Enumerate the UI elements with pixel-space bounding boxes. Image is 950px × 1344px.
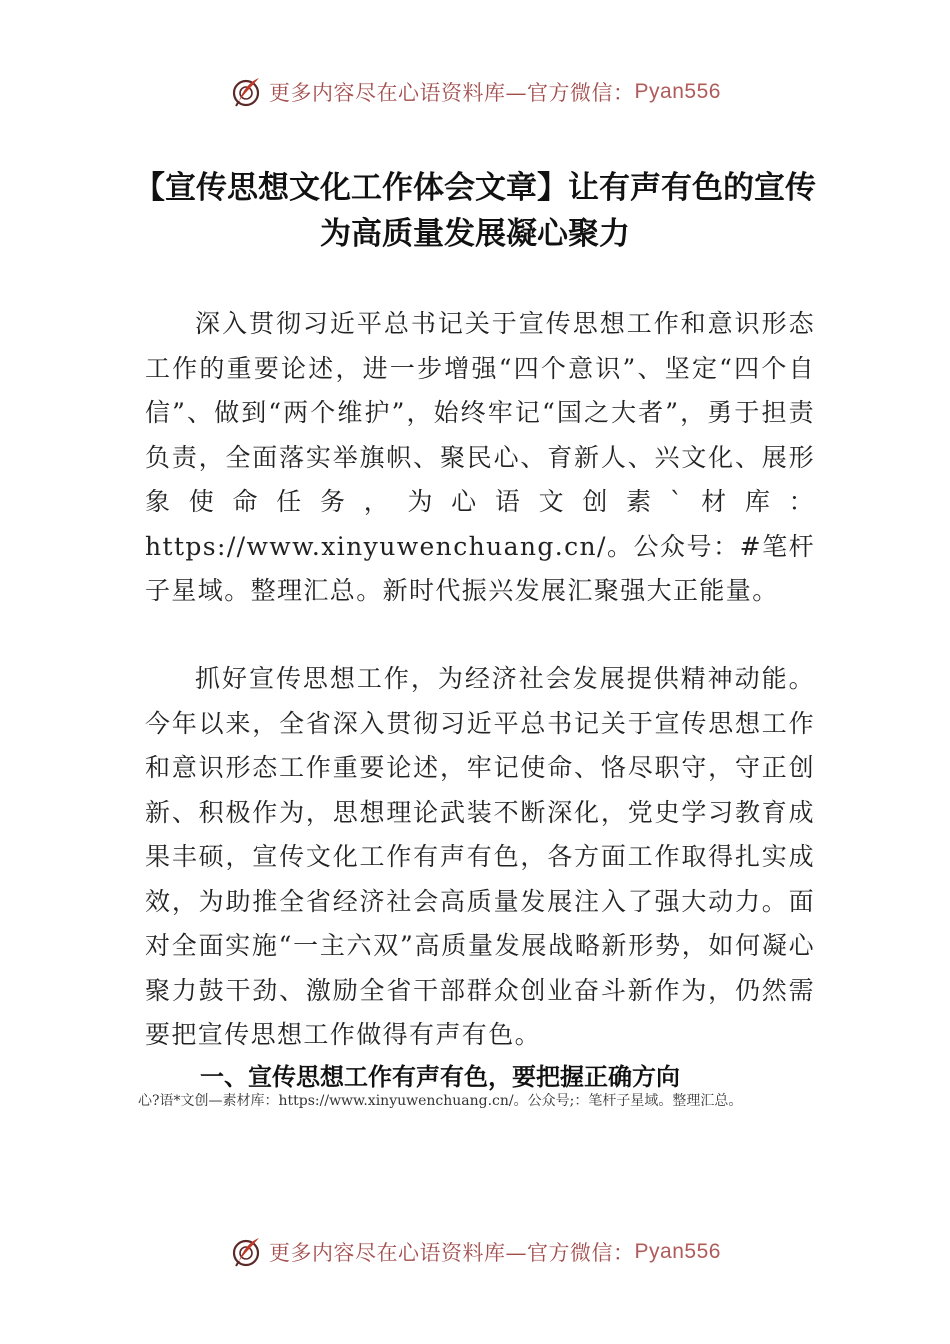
footer-banner-text: 更多内容尽在心语资料库—官方微信： (269, 1241, 635, 1265)
footer-banner (0, 1230, 950, 1274)
section-heading: 一、宣传思想工作有声有色，要把握正确方向 (200, 1063, 680, 1091)
paragraph-1: 深入贯彻习近平总书记关于宣传思想工作和意识形态工作的重要论述，进一步增强“四个意识”、坚定“四个自信”、做到“两个维护”，始终牢记“国之大者”，勇于担责负责，全面落实举旗帜、聚民心、育新人、兴文化、展形象使命任务，为心语文创素`材库：https://www.xinyuwenchuang.cn/。公众号：#笔杆子星域。整理汇总。新时代振兴发展汇聚强大正能量。 (145, 309, 815, 605)
document-title: 【宣传思想文化工作体会文章】让有声有色的宣传为高质量发展凝心聚力 (134, 170, 816, 252)
header-wechat-id: Pyan556 (634, 80, 721, 103)
header-banner (0, 70, 950, 114)
header-banner-text: 更多内容尽在心语资料库—官方微信： (269, 81, 635, 105)
footer-wechat-id: Pyan556 (634, 1240, 721, 1263)
paragraph-2: 抓好宣传思想工作，为经济社会发展提供精神动能。今年以来，全省深入贯彻习近平总书记关于宣传思想工作和意识形态工作重要论述，牢记使命、恪尽职守，守正创新、积极作为，思想理论武装不断深化，党史学习教育成果丰硕，宣传文化工作有声有色，各方面工作取得扎实成效，为助推全省经济社会高质量发展注入了强大动力。面对全面实施“一主六双”高质量发展战略新形势，如何凝心聚力鼓干劲、激励全省干部群众创业奋斗新作为，仍然需要把宣传思想工作做得有声有色。 (145, 664, 815, 1049)
footnote: 心?语*文创—素材库：https://www.xinyuwenchuang.cn/。公众号;：笔杆子星域。整理汇总。 (138, 1093, 743, 1109)
quill-logo-icon (229, 75, 263, 109)
quill-logo-icon (229, 1235, 263, 1269)
